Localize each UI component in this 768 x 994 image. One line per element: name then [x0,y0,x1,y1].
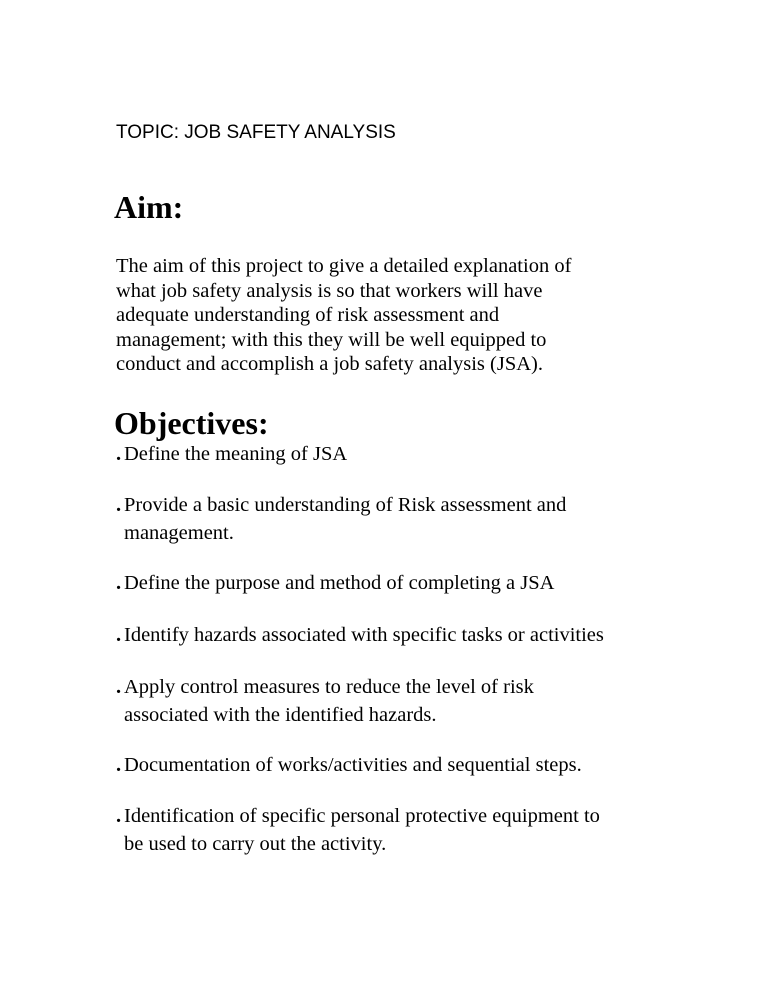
objective-item [116,569,554,597]
aim-line: what job safety analysis is so that workers will have [116,279,543,302]
objective-text: Provide a basic understanding of Risk assessment and [124,494,567,516]
aim-heading: Aim: [114,189,184,225]
objective-text: associated with the identified hazards. [124,704,437,726]
aim-line: conduct and accomplish a job safety analysis (JSA). [116,353,543,375]
objective-item [116,440,347,468]
objective-text: be used to carry out the activity. [124,833,387,855]
objective-text: Define the purpose and method of completing a JSA [124,572,555,594]
bullet-dot: . [116,805,122,827]
bullet-dot: . [116,572,122,594]
aim-line: adequate understanding of risk assessment and [116,304,500,326]
bullet-dot: . [116,676,122,698]
objective-item [116,491,566,547]
objective-item [116,751,582,779]
bullet-dot: . [116,443,122,465]
objective-text: management. [124,522,234,544]
objective-item [116,621,604,649]
objectives-heading: Objectives: [114,405,269,441]
objective-item [116,673,534,729]
objective-item [116,802,600,858]
objective-text: Identify hazards associated with specific tasks or activities [124,624,604,646]
aim-line: The aim of this project to give a detailed explanation of [116,255,572,277]
objective-text: Documentation of works/activities and sequential steps. [124,754,582,776]
aim-line: management; with this they will be well equipped to [116,328,547,351]
objective-text: Define the meaning of JSA [124,443,348,465]
bullet-dot: . [116,494,122,516]
objective-text: Identification of specific personal protective equipment to [124,805,600,827]
bullet-dot: . [116,754,122,776]
topic-title: TOPIC: JOB SAFETY ANALYSIS [116,122,396,143]
aim-paragraph [116,254,676,377]
objective-text: Apply control measures to reduce the level of risk [124,676,534,698]
bullet-dot: . [116,624,122,646]
